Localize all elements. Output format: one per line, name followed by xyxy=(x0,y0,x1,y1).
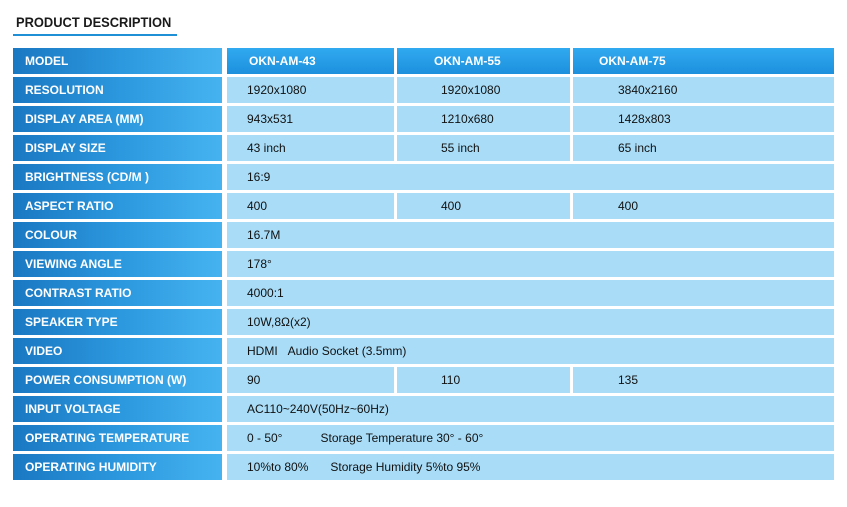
table-row-contrast-ratio xyxy=(13,280,834,306)
table-row-display-size xyxy=(13,135,834,161)
row-value xyxy=(227,425,834,451)
row-label: SPEAKER TYPE xyxy=(13,309,222,335)
table-row-brightness xyxy=(13,164,834,190)
section-heading xyxy=(13,11,177,37)
table-row-power-consumption xyxy=(13,367,834,393)
row-label: COLOUR xyxy=(13,222,222,248)
header-label: MODEL xyxy=(13,48,222,74)
storage-humidity-value: Storage Humidity 5%to 95% xyxy=(330,460,481,474)
video-hdmi: HDMI xyxy=(247,344,278,358)
row-value: 43 inch xyxy=(227,135,394,161)
row-value: 400 xyxy=(397,193,570,219)
table-row-colour xyxy=(13,222,834,248)
row-value xyxy=(227,338,834,364)
row-value: 55 inch xyxy=(397,135,570,161)
column-header-3: OKN-AM-75 xyxy=(573,48,834,74)
row-label: POWER CONSUMPTION (W) xyxy=(13,367,222,393)
row-value: 65 inch xyxy=(573,135,834,161)
row-label: OPERATING HUMIDITY xyxy=(13,454,222,480)
row-label: RESOLUTION xyxy=(13,77,222,103)
table-row-resolution xyxy=(13,77,834,103)
row-value: 1920x1080 xyxy=(227,77,394,103)
row-label: OPERATING TEMPERATURE xyxy=(13,425,222,451)
row-value: 943x531 xyxy=(227,106,394,132)
storage-temperature-value: Storage Temperature 30° - 60° xyxy=(320,431,484,445)
row-value: 16:9 xyxy=(227,164,834,190)
row-label: INPUT VOLTAGE xyxy=(13,396,222,422)
row-value: 1210x680 xyxy=(397,106,570,132)
row-label: CONTRAST RATIO xyxy=(13,280,222,306)
table-row-operating-temperature xyxy=(13,425,834,451)
video-audio-socket: Audio Socket (3.5mm) xyxy=(287,344,407,358)
row-value: 16.7M xyxy=(227,222,834,248)
row-value: 10W,8Ω(x2) xyxy=(227,309,834,335)
row-value: 135 xyxy=(573,367,834,393)
table-row-operating-humidity xyxy=(13,454,834,480)
operating-humidity-value: 10%to 80% xyxy=(247,460,309,474)
table-row-speaker-type xyxy=(13,309,834,335)
row-value: 4000:1 xyxy=(227,280,834,306)
operating-temperature-value: 0 - 50° xyxy=(247,431,283,445)
table-row-input-voltage xyxy=(13,396,834,422)
table-row-display-area xyxy=(13,106,834,132)
table-row-video xyxy=(13,338,834,364)
row-label: BRIGHTNESS (CD/M ) xyxy=(13,164,222,190)
table-row-aspect-ratio xyxy=(13,193,834,219)
table-row-viewing-angle xyxy=(13,251,834,277)
row-label: ASPECT RATIO xyxy=(13,193,222,219)
row-value: 1428x803 xyxy=(573,106,834,132)
table-header-row xyxy=(13,48,834,74)
row-value xyxy=(227,454,834,480)
row-label: DISPLAY SIZE xyxy=(13,135,222,161)
row-value: 90 xyxy=(227,367,394,393)
row-value: 1920x1080 xyxy=(397,77,570,103)
row-label: DISPLAY AREA (MM) xyxy=(13,106,222,132)
spec-table xyxy=(13,48,834,483)
heading-underline xyxy=(13,34,177,36)
row-label: VIDEO xyxy=(13,338,222,364)
column-header-1: OKN-AM-43 xyxy=(227,48,394,74)
section-title: PRODUCT DESCRIPTION xyxy=(16,14,172,30)
row-value: 400 xyxy=(227,193,394,219)
row-value: 3840x2160 xyxy=(573,77,834,103)
column-header-2: OKN-AM-55 xyxy=(397,48,570,74)
row-value: 110 xyxy=(397,367,570,393)
row-value: AC110~240V(50Hz~60Hz) xyxy=(227,396,834,422)
row-label: VIEWING ANGLE xyxy=(13,251,222,277)
row-value: 178° xyxy=(227,251,834,277)
row-value: 400 xyxy=(573,193,834,219)
